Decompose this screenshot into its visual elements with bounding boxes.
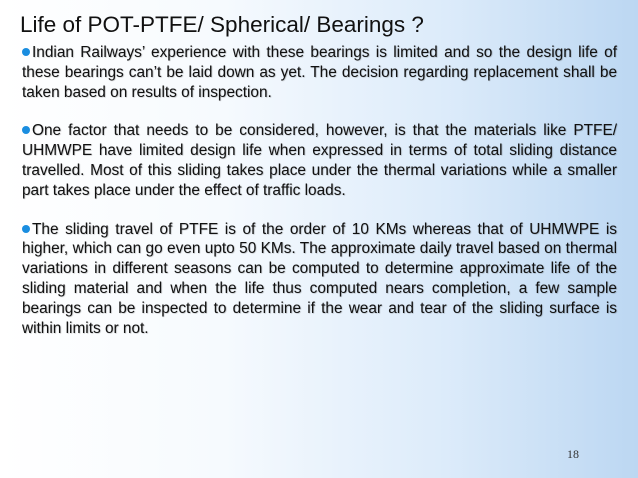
slide-body bbox=[22, 43, 617, 338]
bullet-dot-icon bbox=[22, 48, 30, 56]
paragraph-text-3: The sliding travel of PTFE is of the order of 10 KMs whereas that of UHMWPE is higher, which can go even upto 50 KMs. The approximate daily travel based on thermal variations in different seasons can be computed to determine approximate life of the sliding material and when the life thus computed nears completion, a few sample bearings can be inspected to determine if the wear and tear of the sliding surface is within limits or not. bbox=[22, 220, 617, 337]
paragraph-text-2: One factor that needs to be considered, however, is that the materials like PTFE/ UHMWPE have limited design life when expressed in terms of total sliding distance travelled. Most of this sliding takes place under the thermal variations while a smaller part takes place under the effect of traffic loads. bbox=[22, 122, 617, 199]
bullet-paragraph-1 bbox=[22, 43, 617, 102]
page-number: 18 bbox=[567, 447, 579, 461]
bullet-paragraph-2 bbox=[22, 121, 617, 200]
bullet-dot-icon bbox=[22, 225, 30, 233]
slide-title: Life of POT-PTFE/ Spherical/ Bearings ? bbox=[20, 12, 424, 37]
bullet-paragraph-3 bbox=[22, 220, 617, 339]
bullet-dot-icon bbox=[22, 126, 30, 134]
paragraph-text-1: Indian Railways’ experience with these bearings is limited and so the design life of these bearings can’t be laid down as yet. The decision regarding replacement shall be taken based on results of inspection. bbox=[22, 44, 617, 101]
